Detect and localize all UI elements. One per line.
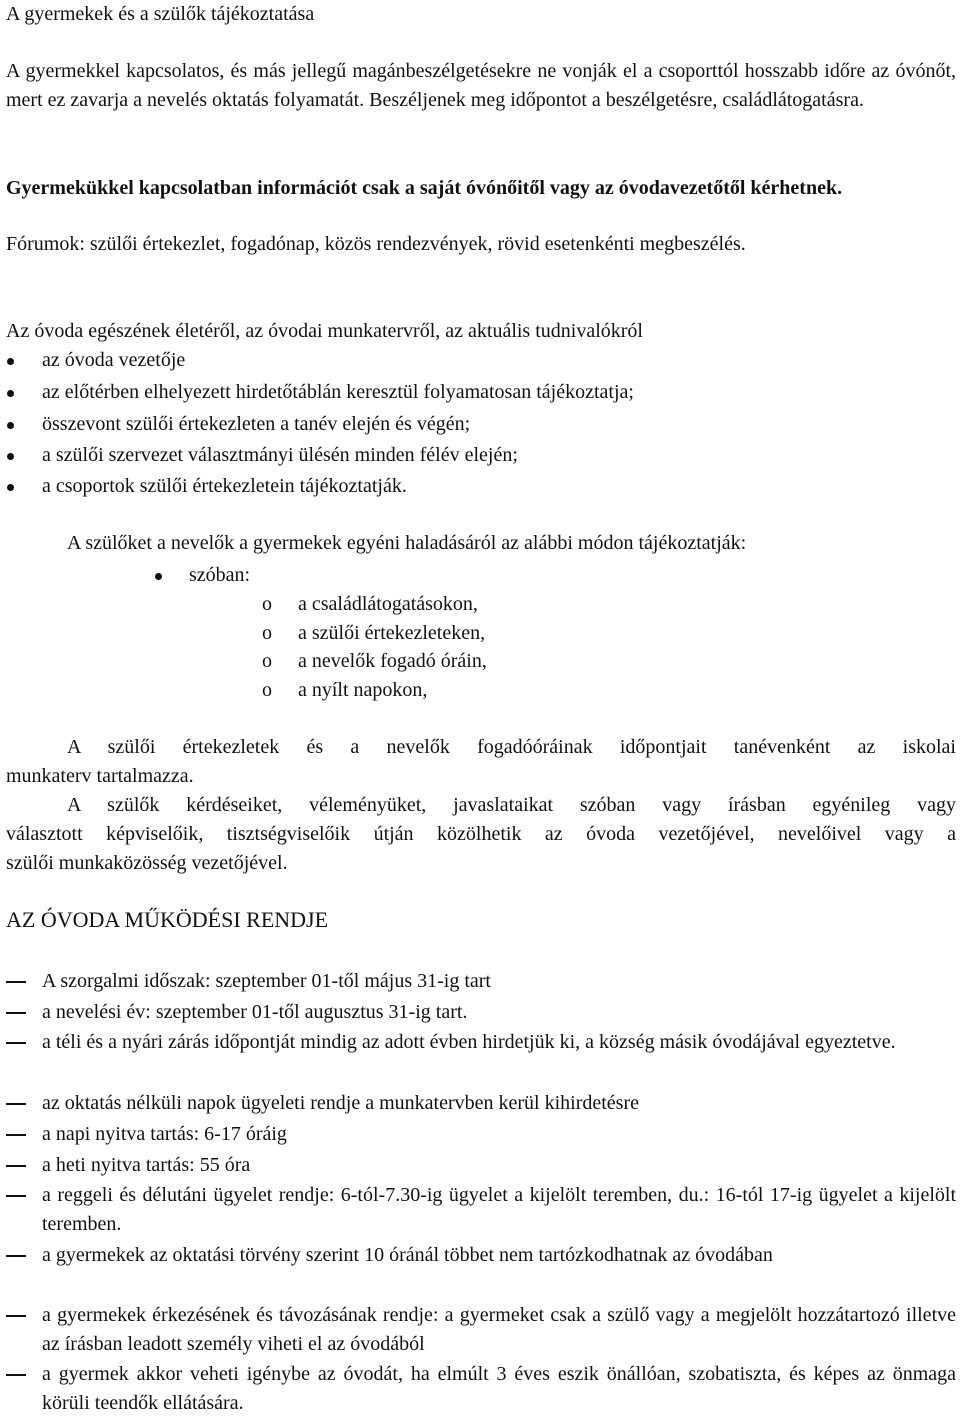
- list-item: az óvoda vezetője: [0, 346, 960, 375]
- list-item: a gyermek akkor veheti igénybe az óvodát, ha elmúlt 3 éves eszik önállóan, szobatiszta, és képes az önmaga körüli teendők ellátására.: [0, 1360, 960, 1418]
- paragraph-forums: Fórumok: szülői értekezlet, fogadónap, közös rendezvények, rövid esetenkénti megbeszélés.: [6, 233, 746, 255]
- dash-icon: [6, 1374, 26, 1376]
- circle-bullet-icon: o: [262, 650, 272, 672]
- list-item: o a családlátogatásokon,: [0, 590, 960, 619]
- circle-bullet-icon: o: [262, 622, 272, 644]
- dash-icon: [6, 1134, 26, 1136]
- list-item: a gyermekek az oktatási törvény szerint 10 óránál többet nem tartózkodhatnak az óvodában: [0, 1241, 960, 1299]
- paragraph-info-contact: Gyermekükkel kapcsolatban információt csak a saját óvónőitől vagy az óvodavezetőtől kérhetnek.: [6, 177, 843, 199]
- bullet-icon: [7, 484, 14, 491]
- dash-icon: [6, 1012, 26, 1014]
- paragraph-kindergarten-life: Az óvoda egészének életéről, az óvodai munkatervről, az aktuális tudnivalókról: [6, 320, 643, 342]
- bullet-icon: [155, 573, 162, 580]
- text-line: választott képviselőik, tisztségviselőik útján közölhetik az óvoda vezetőjével, nevelőivel vagy a: [6, 823, 956, 845]
- bullet-icon: [7, 453, 14, 460]
- list-item: o a szülői értekezleteken,: [0, 619, 960, 648]
- dash-icon: [6, 1255, 26, 1257]
- list-item: a szülői szervezet választmányi ülésén minden félév elején;: [0, 441, 960, 470]
- list-item: szóban:: [0, 561, 960, 590]
- bullet-icon: [7, 390, 14, 397]
- list-item: a gyermekek érkezésének és távozásának rendje: a gyermeket csak a szülő vagy a megjelölt hozzátartozó illetve az írásban leadott személy viheti el az óvodából: [0, 1301, 960, 1359]
- circle-bullet-icon: o: [262, 593, 272, 615]
- list-item: a reggeli és délutáni ügyelet rendje: 6-tól-7.30-ig ügyelet a kijelölt teremben, du.: 16-tól 17-ig ügyelet a kijelölt teremben.: [0, 1181, 960, 1239]
- text-line: A szülői értekezletek és a nevelők fogadóóráinak időpontjait tanévenként az iskolai: [67, 736, 956, 758]
- dash-icon: [6, 1042, 26, 1044]
- dash-icon: [6, 1315, 26, 1317]
- dash-icon: [6, 1103, 26, 1105]
- list-item: az oktatás nélküli napok ügyeleti rendje a munkatervben kerül kihirdetésre: [0, 1089, 960, 1118]
- list-item: A szorgalmi időszak: szeptember 01-től május 31-ig tart: [0, 967, 960, 996]
- text-line: szülői munkaközösség vezetőjével.: [6, 852, 288, 874]
- list-item: összevont szülői értekezleten a tanév elején és végén;: [0, 410, 960, 439]
- list-item: a nevelési év: szeptember 01-től augusztus 31-ig tart.: [0, 998, 960, 1027]
- list-item: o a nevelők fogadó óráin,: [0, 647, 960, 676]
- list-item: a csoportok szülői értekezletein tájékoztatják.: [0, 472, 960, 501]
- text-line: A szülők kérdéseiket, véleményüket, javaslataikat szóban vagy írásban egyénileg vagy: [67, 794, 956, 816]
- list-item: a heti nyitva tartás: 55 óra: [0, 1151, 960, 1180]
- circle-bullet-icon: o: [262, 679, 272, 701]
- bullet-icon: [7, 422, 14, 429]
- dash-icon: [6, 1165, 26, 1167]
- list-item: a napi nyitva tartás: 6-17 óráig: [0, 1120, 960, 1149]
- text-line: munkaterv tartalmazza.: [6, 765, 194, 787]
- section-title: AZ ÓVODA MŰKÖDÉSI RENDJE: [6, 907, 329, 932]
- page-title: A gyermekek és a szülők tájékoztatása: [6, 3, 315, 25]
- paragraph-intro: A gyermekkel kapcsolatos, és más jellegű magánbeszélgetésekre ne vonják el a csoporttól hosszabb időre az óvónőt, mert ez zavarja a nevelés oktatás folyamatát. Beszéljenek meg időpontot a beszélgetésre, családlátogatásra.: [6, 60, 956, 111]
- bullet-icon: [7, 358, 14, 365]
- list-item: az előtérben elhelyezett hirdetőtáblán keresztül folyamatosan tájékoztatja;: [0, 378, 960, 407]
- paragraph-progress-info: A szülőket a nevelők a gyermekek egyéni haladásáról az alábbi módon tájékoztatják:: [67, 532, 747, 554]
- dash-icon: [6, 1195, 26, 1197]
- list-item: a téli és a nyári zárás időpontját mindig az adott évben hirdetjük ki, a község másik óvodájával egyeztetve.: [0, 1028, 960, 1086]
- list-item: o a nyílt napokon,: [0, 676, 960, 705]
- dash-icon: [6, 981, 26, 983]
